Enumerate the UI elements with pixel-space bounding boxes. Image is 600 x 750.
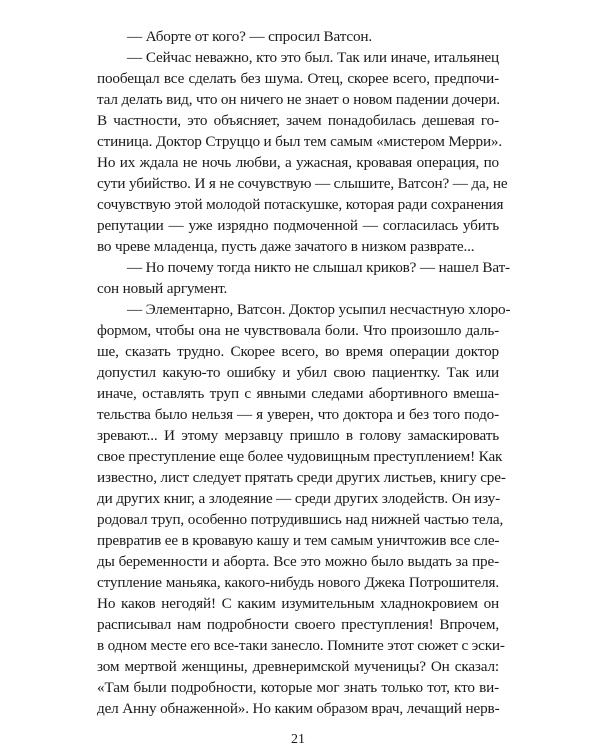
text-line: свое преступление еще более чудовищным преступлением! Как bbox=[97, 448, 503, 465]
text-line: известно, лист следует прятать среди других листьев, книгу сре- bbox=[97, 469, 506, 486]
text-line: дел Анну обнаженной». Но каким образом врач, лечащий нерв- bbox=[97, 700, 500, 717]
text-line: стиница. Доктор Струццо и был тем самым «мистером Мерри». bbox=[97, 133, 503, 150]
text-line: превратив ее в кровавую кашу и тем самым уничтожив все сле- bbox=[97, 532, 500, 549]
text-line: «Там были подробности, которые мог знать только тот, кто ви- bbox=[97, 679, 499, 696]
paragraph bbox=[97, 299, 511, 719]
text-line: ступление маньяка, какого-нибудь нового Джека Потрошителя. bbox=[97, 574, 499, 591]
text-line: в одном месте его все-таки занесло. Помните этот сюжет с эски- bbox=[97, 637, 505, 654]
text-line: ше, сказать трудно. Скорее всего, во время операции доктор bbox=[97, 343, 499, 360]
paragraph bbox=[97, 47, 508, 257]
paragraph bbox=[97, 257, 510, 299]
text-line: — Элементарно, Ватсон. Доктор усыпил несчастную хлоро- bbox=[127, 301, 511, 318]
text-line: родовал труп, особенно потрудившись над нижней частью тела, bbox=[97, 511, 504, 528]
text-line: сути убийство. И я не сочувствую — слышите, Ватсон? — да, не bbox=[97, 175, 508, 192]
page-body-text bbox=[97, 26, 511, 719]
text-line: ди других книг, а злодеяние — среди других злодейств. Он изу- bbox=[97, 490, 501, 507]
text-line: — Но почему тогда никто не слышал криков? — нашел Ват- bbox=[127, 259, 510, 276]
page-number: 21 bbox=[291, 732, 305, 747]
text-line: сон новый аргумент. bbox=[97, 280, 228, 297]
text-line: сочувствую этой молодой потаскушке, которая ради сохранения bbox=[97, 196, 504, 213]
text-line: ды беременности и аборта. Все это можно было выдать за пре- bbox=[97, 553, 499, 570]
text-line: — Аборте от кого? — спросил Ватсон. bbox=[127, 28, 373, 45]
text-line: допустил какую-то ошибку и убил свою пациентку. Так или bbox=[97, 364, 499, 381]
text-line: иначе, оставлять труп с явными следами абортивного вмеша- bbox=[97, 385, 499, 402]
text-line: репутации — уже изрядно подмоченной — согласилась убить bbox=[97, 217, 499, 234]
text-line: пообещал все сделать без шума. Отец, скорее всего, предпочи- bbox=[97, 70, 499, 87]
text-line: Но каков негодяй! С каким изумительным хладнокровием он bbox=[97, 595, 499, 612]
text-line: формом, чтобы она не чувствовала боли. Что произошло даль- bbox=[97, 322, 499, 339]
text-line: — Сейчас неважно, кто это был. Так или иначе, итальянец bbox=[127, 49, 499, 66]
text-line: расписывал нам подробности своего преступления! Впрочем, bbox=[97, 616, 499, 633]
paragraph bbox=[97, 26, 499, 47]
text-line: зревают... И этому мерзавцу пришло в голову замаскировать bbox=[97, 427, 499, 444]
text-line: тельства было нельзя — я уверен, что доктора и без того подо- bbox=[97, 406, 499, 423]
page-column bbox=[97, 26, 511, 749]
text-line: тал делать вид, что он ничего не знает о новом падении дочери. bbox=[97, 91, 500, 108]
text-line: во чреве младенца, пусть даже зачатого в низком разврате... bbox=[97, 238, 475, 255]
text-line: В частности, это объясняет, зачем понадобилась дешевая го- bbox=[97, 112, 499, 129]
text-line: Но их ждала не ночь любви, а ужасная, кровавая операция, по bbox=[97, 154, 499, 171]
text-line: зом мертвой женщины, древнеримской мученицы? Он сказал: bbox=[97, 658, 499, 675]
